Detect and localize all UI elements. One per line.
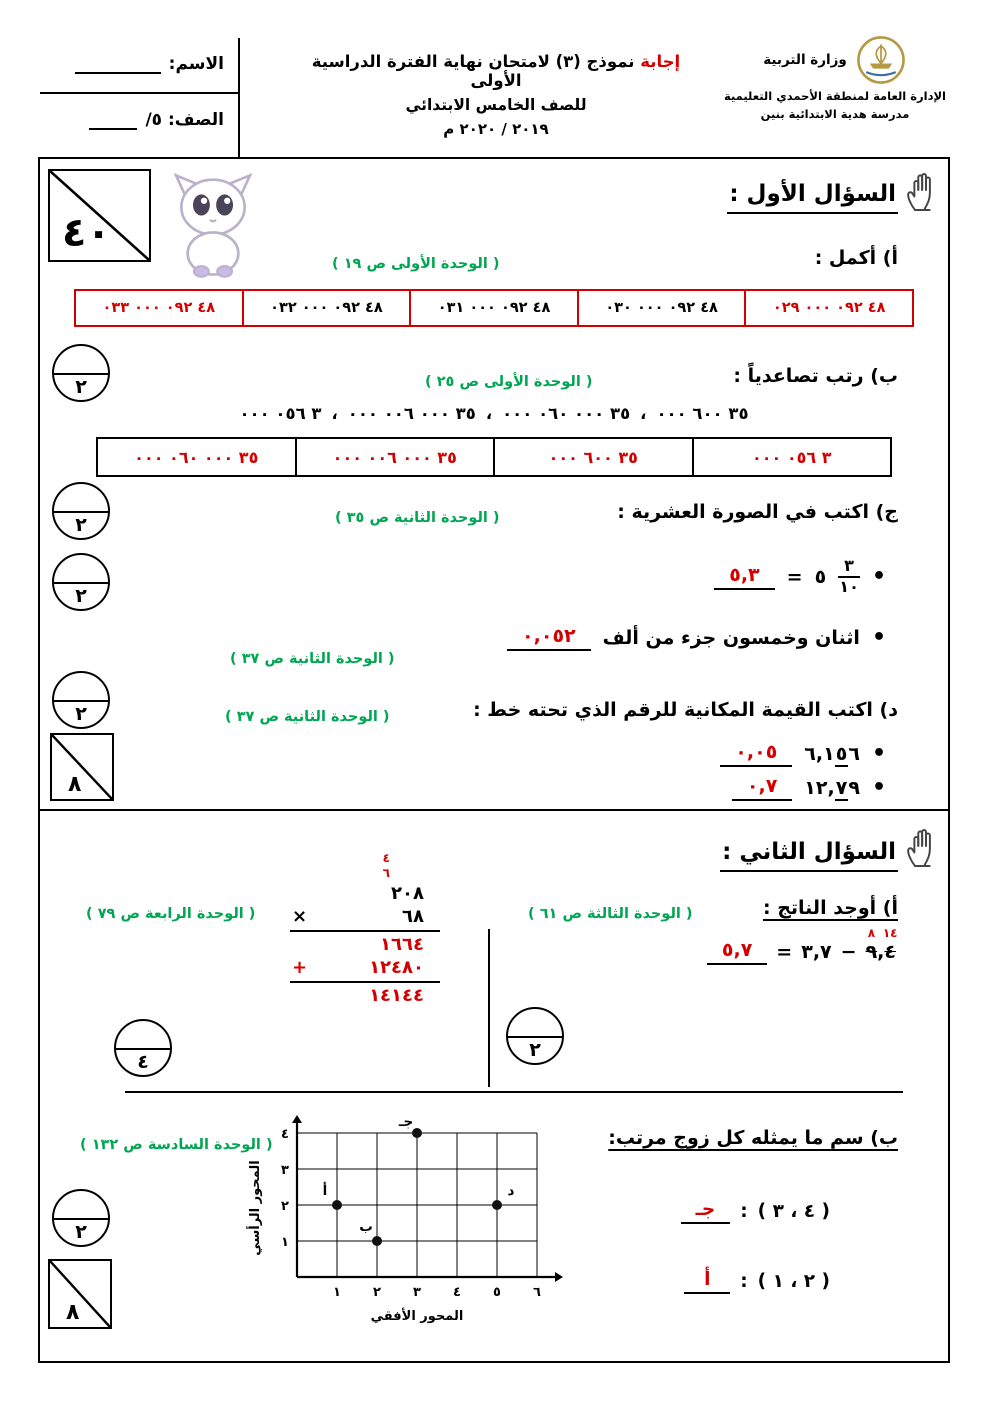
part-c-label: ج) اكتب في الصورة العشرية :	[617, 501, 898, 523]
pair-answer-blank[interactable]: جـ	[681, 1199, 731, 1224]
sequence-answer-cell[interactable]: ٤٨ ٠٩٢ ٠٠٠ ٠٣٣	[102, 300, 216, 316]
given-number: ٣٥ ٠٠٠ ٠٠٦ ٠٠٠	[347, 404, 476, 423]
x-tick: ٤	[453, 1285, 461, 1300]
horizontal-divider-line	[125, 1091, 903, 1093]
data-point[interactable]	[412, 1128, 422, 1138]
part-b-label: ب) سم ما يمثله كل زوج مرتب:	[608, 1127, 898, 1149]
score-value: ٢	[75, 1221, 87, 1243]
multiplication-problem	[290, 851, 440, 1008]
part-a-label: أ) أوجد الناتج :	[763, 897, 898, 919]
x-axis-arrow-icon	[555, 1272, 563, 1282]
given-number: ٣٥ ٦٠٠ ٠٠٠	[656, 404, 749, 423]
order-answer-cell[interactable]: ٣٥ ٠٠٠ ٠٠٦ ٠٠٠	[295, 439, 494, 475]
ordered-pair: ( ٤ ، ٣ )	[757, 1201, 830, 1222]
digits-before: ١٢,	[804, 777, 835, 799]
section-score-box	[48, 1259, 112, 1329]
question-2-section	[40, 811, 948, 1357]
borrow-digit: ١٤	[882, 926, 898, 940]
ministry-name: وزارة التربية	[763, 52, 847, 68]
exam-title-rest: نموذج (٣) لامتحان نهاية الفترة الدراسية الأولى	[311, 52, 635, 90]
section-score-value: ٨	[66, 1300, 80, 1325]
place-value-answer-blank[interactable]: ٠,٧	[732, 775, 792, 801]
part-b-label: ب) رتب تصاعدياً :	[733, 365, 898, 387]
class-label: الصف: ٥/	[145, 110, 224, 130]
score-circle	[114, 1019, 172, 1077]
hand-icon	[904, 171, 940, 213]
diagonal-line	[50, 1261, 110, 1327]
times-sign: ×	[292, 906, 308, 927]
comma-separator: ،	[485, 404, 493, 423]
score-circle	[52, 482, 110, 540]
sequence-cell: ٤٨ ٠٩٢ ٠٠٠ ٠٣١	[409, 291, 577, 325]
exam-year-line: ٢٠١٩ / ٢٠٢٠ م	[443, 120, 549, 138]
pair-answer-blank[interactable]: أ	[684, 1269, 730, 1294]
equals-sign: =	[786, 565, 803, 588]
final-product[interactable]: ١٤١٤٤	[369, 985, 424, 1006]
part-d-label: د) اكتب القيمة المكانية للرقم الذي تحته خط :	[473, 699, 898, 721]
cat-illustration	[152, 167, 274, 283]
struck-digit: ٤	[884, 941, 896, 963]
score-circle	[52, 1189, 110, 1247]
minuend	[865, 926, 898, 963]
part-a-unit-ref: ( الوحدة الثالثة ص ٦١ )	[528, 906, 693, 922]
given-numbers-line	[70, 404, 918, 423]
place-value-answer-blank[interactable]: ٠,٠٥	[720, 741, 792, 767]
point-label: د	[507, 1183, 515, 1199]
words-to-decimal-item	[507, 625, 886, 651]
comma-separator: ،	[640, 404, 647, 423]
exam-grade-line: للصف الخامس الابتدائي	[405, 96, 587, 114]
hand-icon	[904, 827, 940, 869]
subtraction-answer-blank[interactable]: ٥,٧	[707, 939, 767, 965]
data-point[interactable]	[372, 1236, 382, 1246]
x-tick: ١	[333, 1285, 341, 1300]
class-input-line[interactable]	[89, 112, 137, 130]
number-in-words: • اثنان وخمسون جزء من ألف	[602, 627, 860, 649]
decimal-fraction-item	[714, 557, 886, 597]
ministry-directorate: الإدارة العامة لمنطقة الأحمدي التعليمية	[723, 89, 946, 103]
fraction-numerator: • ٣	[838, 557, 860, 578]
part-a-unit-ref-2: ( الوحدة الرابعة ص ٧٩ )	[86, 906, 256, 922]
name-input-line[interactable]	[75, 56, 161, 74]
colon: :	[740, 1271, 748, 1292]
carry-digit: ٦	[382, 866, 390, 880]
school-name: مدرسة هدية الابتدائية بنين	[760, 107, 910, 121]
multiplier: ٦٨	[402, 906, 424, 927]
part-a-label: أ) أكمل :	[814, 247, 898, 269]
ordered-pair: ( ٢ ، ١ )	[757, 1271, 830, 1292]
decimal-answer-blank[interactable]: ٠,٠٥٢	[507, 625, 591, 651]
struck-digit: ٩	[865, 941, 878, 963]
comma-separator: ،	[331, 404, 338, 423]
sequence-cell: ٤٨ ٠٩٢ ٠٠٠ ٠٣٠	[577, 291, 745, 325]
carry-digit: ٤	[382, 851, 390, 865]
exam-body-frame	[38, 157, 950, 1363]
sequence-answer-cell[interactable]: ٤٨ ٠٩٢ ٠٠٠ ٠٢٩	[744, 291, 912, 325]
fraction	[838, 557, 860, 597]
equals-sign: =	[776, 941, 793, 963]
part-c-unit-ref-2: ( الوحدة الثانية ص ٣٧ )	[230, 651, 395, 667]
decimal-answer-blank[interactable]: ٥,٣	[714, 564, 774, 590]
ministry-block	[720, 34, 950, 121]
point-label: ب	[359, 1219, 373, 1235]
x-tick: ٣	[413, 1285, 421, 1300]
score-value: ٤	[137, 1051, 149, 1073]
score-circle	[52, 344, 110, 402]
score-value: ٢	[75, 514, 87, 536]
part-c-unit-ref: ( الوحدة الثانية ص ٣٥ )	[335, 510, 500, 526]
score-value: ٢	[75, 585, 87, 607]
ascending-order-table	[96, 437, 892, 477]
y-tick: ٤	[281, 1127, 289, 1142]
part-a-unit-ref: ( الوحدة الأولى ص ١٩ )	[332, 256, 500, 272]
fraction-denominator: ١٠	[839, 577, 859, 597]
score-value: ٢	[75, 703, 87, 725]
y-axis-arrow-icon	[292, 1115, 302, 1123]
part-b-unit-ref: ( الوحدة الأولى ص ٢٥ )	[425, 374, 593, 390]
section-divider-line	[488, 929, 490, 1087]
subtrahend: ٣,٧	[801, 941, 832, 963]
score-circle	[506, 1007, 564, 1065]
question-1-section	[40, 159, 948, 811]
order-answer-cell[interactable]: ٣ ٠٥٦ ٠٠٠	[692, 439, 891, 475]
x-axis-label: المحور الأفقي	[370, 1309, 464, 1324]
part-d-unit-ref: ( الوحدة الثانية ص ٣٧ )	[225, 709, 390, 725]
underlined-digit: ٧	[835, 777, 848, 799]
digits-before: ٦,١	[804, 743, 835, 765]
name-label: الاسم:	[168, 54, 224, 74]
data-point[interactable]	[332, 1200, 342, 1210]
subtraction-problem	[707, 923, 896, 965]
diagonal-line	[52, 735, 112, 799]
partial-product-2[interactable]: ١٢٤٨٠	[369, 957, 424, 978]
number-sequence-table	[74, 289, 914, 327]
y-axis-label: المحور الرأسي	[248, 1160, 263, 1256]
question-1-heading: السؤال الأول :	[727, 181, 898, 214]
ordered-pair-answer-row	[684, 1269, 830, 1294]
digits-after: ٩	[848, 777, 860, 799]
decimal-number	[804, 777, 860, 799]
question-2-heading: السؤال الثاني :	[720, 839, 898, 872]
decimal-number	[804, 743, 860, 765]
y-tick: ١	[281, 1235, 289, 1250]
underlined-digit: ٥	[835, 743, 848, 765]
data-point[interactable]	[492, 1200, 502, 1210]
y-tick: ٣	[281, 1163, 289, 1178]
order-answer-cell[interactable]: ٣٥ ٠٠٠ ٠٦٠ ٠٠٠	[134, 447, 259, 467]
plus-sign: +	[292, 957, 308, 978]
score-circle	[52, 671, 110, 729]
colon: :	[740, 1201, 748, 1222]
minus-sign: −	[840, 941, 857, 963]
borrow-digit: ٨	[867, 926, 876, 940]
exam-title-block	[300, 52, 692, 138]
given-number: ٣ ٠٥٦ ٠٠٠	[239, 404, 322, 423]
place-value-item	[732, 775, 886, 801]
exam-title-line1	[300, 52, 692, 90]
point-label: أ	[322, 1183, 328, 1199]
part-b-unit-ref: ( الوحدة السادسة ص ١٣٢ )	[80, 1137, 273, 1153]
whole-number: ٥	[814, 565, 827, 588]
score-circle	[52, 553, 110, 611]
decimal-separator: ,	[877, 941, 885, 963]
score-value: ٢	[75, 376, 87, 398]
ordered-pair-answer-row	[681, 1199, 830, 1224]
ministry-logo-icon	[855, 34, 907, 86]
digits-after: ٦	[848, 743, 860, 765]
order-answer-cell[interactable]: ٣٥ ٦٠٠ ٠٠٠	[493, 439, 692, 475]
section-score-value: ٨	[68, 772, 82, 797]
total-score-value: ٤٠	[62, 210, 111, 256]
coordinate-grid	[245, 1113, 575, 1341]
x-tick: ٥	[493, 1285, 501, 1300]
student-block	[40, 38, 240, 157]
x-tick: ٦	[533, 1285, 541, 1300]
score-value: ٢	[529, 1039, 541, 1061]
given-number: ٣٥ ٠٠٠ ٠٦٠ ٠٠٠	[502, 404, 631, 423]
section-score-box	[50, 733, 114, 801]
x-tick: ٢	[373, 1285, 381, 1300]
partial-product-1[interactable]: ١٦٦٤	[380, 934, 424, 955]
y-tick: ٢	[281, 1199, 289, 1214]
answer-word: إجابة	[640, 52, 681, 71]
sequence-cell: ٤٨ ٠٩٢ ٠٠٠ ٠٣٢	[242, 291, 410, 325]
multiplicand: ٢٠٨	[391, 883, 424, 904]
place-value-item	[720, 741, 886, 767]
point-label: جـ	[398, 1114, 414, 1130]
total-score-box	[48, 169, 151, 262]
